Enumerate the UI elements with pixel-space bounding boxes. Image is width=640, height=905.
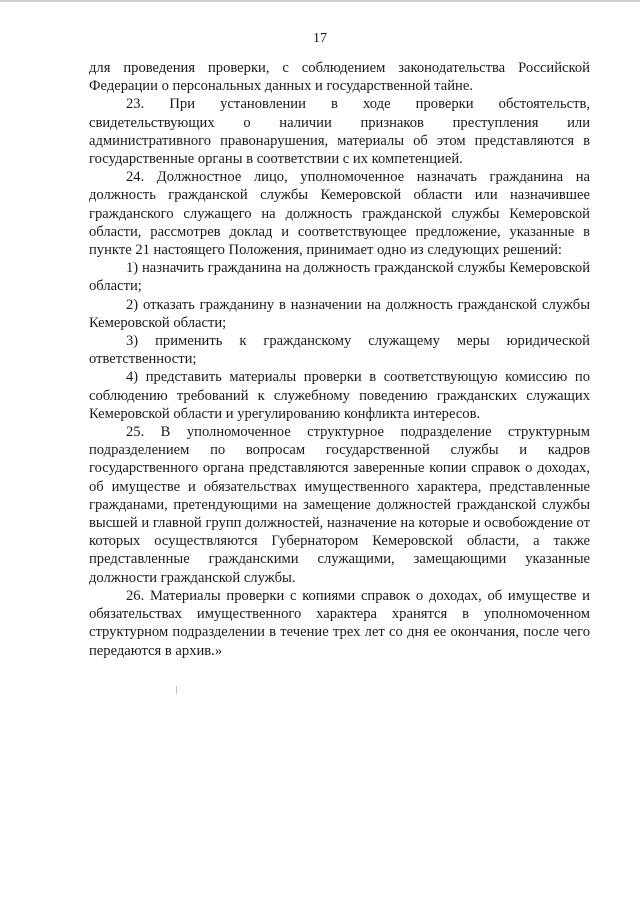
document-body	[89, 59, 590, 660]
paragraph-26: 26. Материалы проверки с копиями справок о доходах, об имуществе и обязательствах имущественного характера хранятся в уполномоченном структурном подразделении в течение трех лет со дня ее окончания, после чего передаются в архив.»	[89, 587, 590, 659]
page-number: 17	[313, 31, 327, 46]
paragraph-continuation: для проведения проверки, с соблюдением законодательства Российской Федерации о персональных данных и государственной тайне.	[89, 60, 590, 95]
scan-artifact-mark	[176, 686, 177, 694]
paragraph-23: 23. При установлении в ходе проверки обстоятельств, свидетельствующих о наличии признаков преступления или административного правонарушения, материалы об этом представляются в государственные органы в соответствии с их компетенцией.	[89, 96, 590, 168]
list-item-2: 2) отказать гражданину в назначении на должность гражданской службы Кемеровской области;	[89, 296, 590, 331]
scan-top-border	[0, 0, 640, 2]
list-item-3: 3) применить к гражданскому служащему меры юридической ответственности;	[89, 333, 590, 368]
paragraph-24: 24. Должностное лицо, уполномоченное назначать гражданина на должность гражданской службы Кемеровской области или назначившее гражданского служащего на должность гражданской службы Кемеровской области, рассмотрев доклад и соответствующее предложение, указанные в пункте 21 настоящего Положения, принимает одно из следующих решений:	[89, 169, 590, 259]
list-item-4: 4) представить материалы проверки в соответствующую комиссию по соблюдению требований к служебному поведению гражданских служащих Кемеровской области и урегулированию конфликта интересов.	[89, 369, 590, 422]
paragraph-25: 25. В уполномоченное структурное подразделение структурным подразделением по вопросам государственной службы и кадров государственного органа представляются заверенные копии справок о доходах, об имуществе и обязательствах имущественного характера, представленные гражданами, претендующими на замещение должностей гражданской службы высшей и главной групп должностей, назначение на которые и освобождение от которых осуществляются Губернатором Кемеровской области, а также представленные гражданскими служащими, замещающими указанные должности гражданской службы.	[89, 424, 590, 586]
list-item-1: 1) назначить гражданина на должность гражданской службы Кемеровской области;	[89, 260, 590, 295]
